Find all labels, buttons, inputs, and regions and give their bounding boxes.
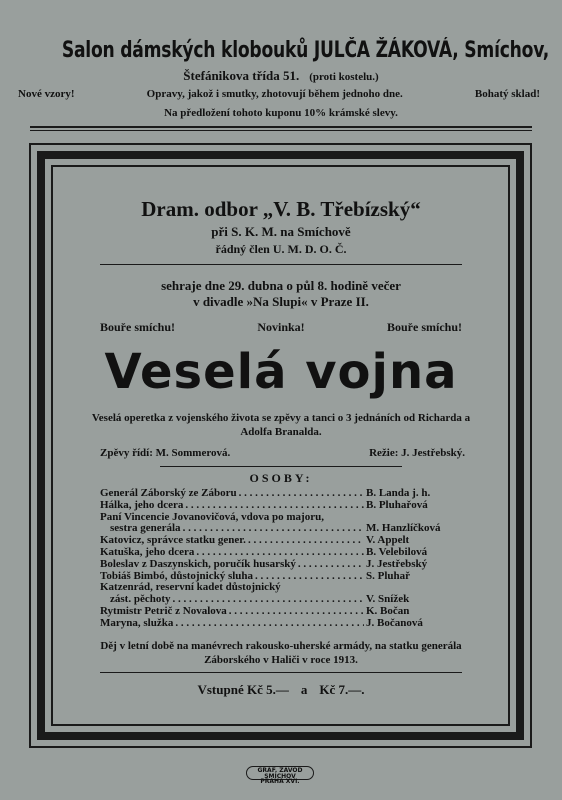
cast-role: Katuška, jeho dcera (100, 545, 195, 558)
organization-membership: řádný člen U. M. D. O. Č. (215, 242, 347, 256)
cast-role: Hálka, jeho dcera (100, 498, 184, 511)
printer-mark (246, 766, 314, 785)
cast-role: Rytmistr Petrič z Novalova (100, 604, 227, 617)
header-divider-bottom (30, 130, 532, 131)
promo-tag-right: Bouře smíchu! (387, 320, 462, 334)
cast-actor: K. Bočan (366, 604, 410, 617)
cast-actor: B. Pluhařová (366, 498, 428, 511)
promo-tag-left: Bouře smíchu! (100, 320, 175, 334)
cast-role: Tobiáš Bimbó, důstojnický sluha (100, 569, 254, 582)
salon-advert-title: Salon dámských klobouků JULČA ŽÁKOVÁ, Smíchov, (61, 38, 550, 63)
cast-role: sestra generála (110, 522, 181, 535)
cast-actor: M. Hanzlíčková (366, 522, 441, 535)
cast-role: Paní Vincencie Jovanovičová, vdova po majoru, (100, 510, 324, 523)
cast-row (100, 500, 462, 512)
play-setting: Děj v letní době na manévrech rakousko-uherské armády, na statku generála Záborského v Haliči v roce 1913. (100, 640, 462, 666)
organization-affiliation: při S. K. M. na Smíchově (211, 224, 351, 239)
price-low: Vstupné Kč 5.— (197, 682, 289, 697)
cast-actor: B. Landa j. h. (366, 487, 431, 499)
admission-prices (0, 682, 562, 698)
performance-date: sehraje dne 29. dubna o půl 8. hodině večer (161, 278, 401, 293)
cast-role: zást. pěchoty (110, 593, 171, 606)
cast-row (100, 618, 462, 630)
divider-after-org (100, 264, 462, 265)
salon-street: Štefánikova třída 51. (183, 68, 300, 83)
cast-list (100, 488, 462, 630)
divider-before-cast (160, 466, 402, 467)
promo-tags (100, 320, 462, 335)
play-description: Veselá operetka z vojenského života se zpěvy a tanci o 3 jednáních od Richarda a Adolfa Branalda. (91, 412, 471, 438)
cast-actor: S. Pluhař (366, 569, 411, 582)
promo-tag-middle: Novinka! (257, 320, 305, 334)
cast-row (100, 547, 462, 559)
printer-mark-line3: PRAHA XVI. (260, 778, 300, 785)
printer-mark-line2: SMÍCHOV (264, 772, 296, 780)
cast-role: Maryna, služka (100, 616, 174, 629)
cast-role: Katovicz, správce statku gener. (100, 534, 246, 547)
cast-role: Boleslav z Daszynskich, poručík husarský (100, 557, 296, 570)
price-and: a (300, 682, 308, 697)
cast-role: Generál Záborský ze Záboru (100, 487, 237, 499)
salon-notes-row (18, 88, 540, 100)
salon-coupon-note: Na předložení tohoto kuponu 10% krámské slevy. (164, 107, 398, 119)
performance-venue: v divadle »Na Slupi« v Praze II. (193, 294, 369, 309)
cast-actor: J. Bočanová (366, 616, 423, 629)
divider-before-price (100, 672, 462, 673)
credits-row (100, 447, 465, 459)
cast-row (100, 559, 462, 571)
printer-mark-line1: GRAF. ZÁVOD (257, 767, 303, 774)
salon-address (0, 68, 562, 84)
salon-note-repairs: Opravy, jakož i smutky, zhotovují během jednoho dne. (146, 88, 403, 100)
salon-address-note: (proti kostelu.) (309, 71, 379, 83)
play-title: Veselá vojna (104, 344, 458, 400)
salon-note-stock: Bohatý sklad! (474, 88, 540, 100)
header-divider-top (30, 126, 532, 128)
cast-actor: J. Jestřebský (366, 557, 428, 570)
salon-note-new-styles: Nové vzory! (18, 88, 75, 100)
price-high: Kč 7.—. (319, 682, 365, 697)
organization-name: Dram. odbor „V. B. Třebízský“ (141, 197, 421, 221)
cast-actor: V. Snížek (366, 593, 410, 606)
stage-director: Režie: J. Jestřebský. (369, 447, 465, 459)
cast-row (100, 606, 462, 618)
cast-actor: V. Appelt (366, 534, 410, 547)
cast-role: Katzenrád, reservní kadet důstojnický (100, 581, 281, 594)
cast-actor: B. Velebilová (366, 545, 428, 558)
singing-director: Zpěvy řídí: M. Sommerová. (100, 447, 231, 459)
cast-heading: OSOBY: (249, 471, 313, 485)
